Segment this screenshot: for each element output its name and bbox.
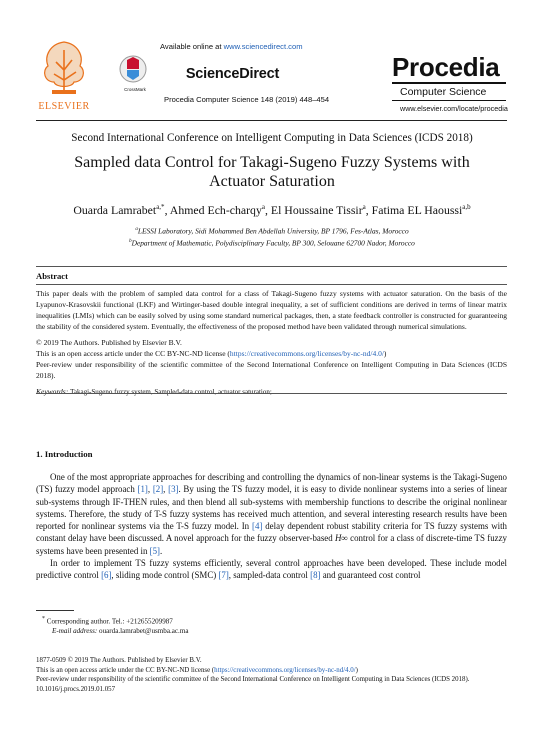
keywords: Keywords: Takagi-Sugeno fuzzy system, Sampled-data control, actuator saturation;: [36, 387, 272, 396]
footer-doi[interactable]: 10.1016/j.procs.2019.01.057: [36, 685, 116, 693]
procedia-subtitle: Computer Science: [400, 85, 487, 98]
footnote-rule: [36, 610, 74, 611]
intro-paragraph-2: In order to implement TS fuzzy systems efficiently, several control approaches have been developed. These include model predictive control [6], sliding mode control (SMC) [7], sampled-data control [8] and guaranteed cost control: [36, 558, 507, 581]
ref-8[interactable]: [8]: [310, 570, 321, 581]
ref-4[interactable]: [4]: [251, 521, 263, 532]
abstract-copyright: © 2019 The Authors. Published by Elsevier B.V.: [36, 338, 182, 347]
crossmark-icon: [118, 54, 148, 84]
available-online: Available online at www.sciencedirect.com: [160, 42, 303, 51]
ref-1[interactable]: [1]: [137, 484, 148, 495]
crossmark-logo[interactable]: [118, 54, 152, 92]
header-rule: [36, 120, 507, 121]
footnote-corresponding: * Corresponding author. Tel.: +212655209987: [42, 616, 173, 626]
h-infinity: H∞: [335, 533, 348, 544]
intro-heading: 1. Introduction: [36, 449, 93, 459]
abstract-heading: Abstract: [36, 271, 68, 281]
elsevier-label: ELSEVIER: [38, 101, 90, 112]
journal-line: Procedia Computer Science 148 (2019) 448–454: [164, 95, 330, 104]
paper-title: [20, 153, 524, 191]
intro-body: [36, 471, 507, 582]
elsevier-tree-icon: [38, 36, 90, 98]
footer-peer-review: Peer-review under responsibility of the scientific committee of the Second International Conference on Intelligent Computing in Data Sciences (ICDS 2018).: [36, 676, 470, 684]
procedia-title: Procedia: [392, 52, 500, 82]
procedia-rule-2: [392, 100, 506, 102]
abstract-license: This is an open access article under the CC BY-NC-ND license (https://creativecommons.org/licenses/by-nc-nd/4.0/): [36, 349, 387, 358]
ref-7[interactable]: [7]: [218, 570, 229, 581]
authors: Ouarda Lamrabet$^{a,*}$, Ahmed Ech-charqy$^a$, El Houssaine Tissir$^a$, Fatima EL Haoussi$^{a,b}$: [73, 203, 471, 217]
license-link[interactable]: https://creativecommons.org/licenses/by-nc-nd/4.0/: [229, 349, 384, 358]
footer-issn: 1877-0509 © 2019 The Authors. Published by Elsevier B.V.: [36, 657, 202, 664]
footer-license: This is an open access article under the CC BY-NC-ND license (https://creativecommons.org/licenses/by-nc-nd/4.0/): [36, 666, 358, 674]
footnote: [42, 614, 189, 636]
abstract-peer-review: Peer-review under responsibility of the scientific committee of the Second International Conference on Intelligent Computing in Data Sciences (ICDS 2018).: [36, 360, 507, 380]
affiliations: [20, 224, 524, 249]
affiliation-b: $^b$Department of Mathematic, Polydisciplinary Faculty, BP 300, Selouane 62700 Nador, Morocco: [129, 238, 415, 248]
sciencedirect-link[interactable]: www.sciencedirect.com: [223, 42, 303, 51]
abstract-body: [36, 288, 507, 398]
footnote-email: E-mail address: ouarda.lamrabet@usmba.ac.ma: [52, 627, 189, 636]
ref-6[interactable]: [6]: [101, 570, 112, 581]
paper-title-line2: Actuator Saturation: [209, 173, 335, 190]
procedia-logo: [392, 54, 506, 113]
page-footer: [36, 656, 507, 694]
intro-paragraph-1: One of the most appropriate approaches for describing and controlling the dynamics of non-linear systems is the Takagi-Sugeno (TS) fuzzy model approach [1], [2], [3]. By using the TS fuzzy model, it is easy to divide nonlinear systems into a series of linear sub-systems through IF-THEN rules, and then blend all sub-systems with membership functions to describe the original nonlinear systems. Therefore, the study of T-S fuzzy systems has received much attention, and several interesting research results have been reported for nonlinear systems via the T-S fuzzy model. In [4] delay dependent robust stability criteria for TS fuzzy systems with constant delay have been discussed. A novel approach for the fuzzy observer-based H∞ control for a class of discrete-time TS fuzzy systems have been presented in [5].: [36, 472, 508, 556]
abstract-top-rule: [36, 266, 507, 267]
conference-name: Second International Conference on Intelligent Computing in Data Sciences (ICDS 2018): [71, 132, 473, 144]
abstract-heading-rule: [36, 284, 507, 285]
procedia-url[interactable]: www.elsevier.com/locate/procedia: [400, 104, 508, 113]
abstract-text: This paper deals with the problem of sampled data control for a class of Takagi-Sugeno fuzzy systems with actuator saturation. On the basis of the Lyapunov-Krasovskii functional (LKF) and Wirtinger-based double integral inequality, a set of sufficient conditions are derived in terms of linear matrix inequalities (LMIs) which can be easily solved by using some standard numerical packages, then, a state feedback controller is constructed for guaranteeing the stability of the considered system. Eventually, the effectiveness of the proposed method have been validated through numerical simulations.: [36, 289, 507, 331]
ref-2[interactable]: [2]: [152, 484, 164, 495]
procedia-rule: [392, 82, 506, 84]
paper-title-line1: Sampled data Control for Takagi-Sugeno Fuzzy Systems with: [74, 154, 470, 171]
ref-3[interactable]: [3]: [168, 484, 179, 495]
sciencedirect-brand: ScienceDirect: [185, 66, 280, 82]
footer-license-link[interactable]: https://creativecommons.org/licenses/by-nc-nd/4.0/: [214, 666, 356, 674]
elsevier-logo: [38, 36, 90, 112]
crossmark-label: CrossMark: [124, 87, 146, 92]
abstract-bottom-rule: [36, 393, 507, 394]
ref-5[interactable]: [5]: [149, 545, 160, 556]
affiliation-a: $^a$LESSI Laboratory, Sidi Mohammed Ben Abdellah University, BP 1796, Fes-Atlas, Morocco: [135, 226, 409, 236]
